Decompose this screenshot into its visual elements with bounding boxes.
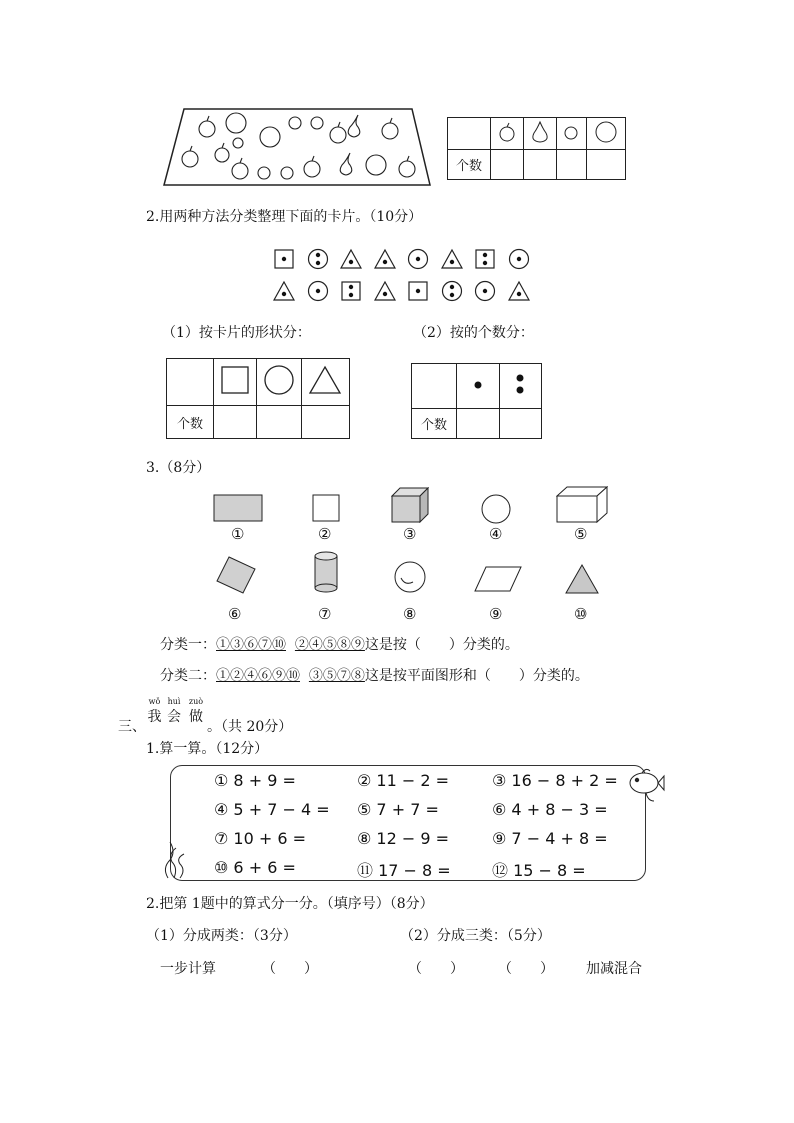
pear-icon xyxy=(530,120,550,144)
calc-8: ⑧ 12 − 9 = xyxy=(357,829,450,848)
triangle-card-1-dot xyxy=(273,280,295,302)
shape-5-cuboid xyxy=(556,486,608,524)
label-4: ④ xyxy=(489,525,503,543)
triangle-card-1-dot xyxy=(374,248,396,270)
shape-9-parallelogram xyxy=(474,566,522,592)
calc-4: ④ 5 + 7 − 4 = xyxy=(214,800,330,819)
classification-1: 分类一：①③⑥⑦⑩ ②④⑤⑧⑨这是按（ ）分类的。 xyxy=(160,637,519,653)
label-9: ⑨ xyxy=(489,605,503,623)
triangle-card-1-dot xyxy=(508,280,530,302)
triangle-card-1-dot xyxy=(340,248,362,270)
shape-8-sphere xyxy=(393,560,427,594)
s3-q1-title: 1.算一算。（12分） xyxy=(146,741,269,757)
shape-7-cylinder xyxy=(313,550,339,594)
fish-icon xyxy=(624,765,666,805)
class1-group-b: ②④⑤⑧⑨ xyxy=(294,637,365,653)
one-dot-icon xyxy=(457,364,500,409)
apple-icon xyxy=(199,116,215,137)
circle-card-1-dot xyxy=(307,280,329,302)
mixed-label: 加减混合 xyxy=(586,961,642,977)
calc-5: ⑤ 7 + 7 = xyxy=(357,800,439,819)
classification-2: 分类二：①②④⑥⑨⑩ ③⑤⑦⑧这是按平面图形和（ ）分类的。 xyxy=(160,668,589,684)
circle-card-1-dot xyxy=(407,248,429,270)
square-card-2-dot xyxy=(474,248,496,270)
count-label: 个数 xyxy=(448,150,491,180)
apple-icon xyxy=(497,121,517,143)
label-1: ① xyxy=(231,525,245,543)
peach-icon xyxy=(366,155,386,175)
blank-1[interactable]: （ ） xyxy=(262,961,318,977)
shape-4-circle xyxy=(481,494,511,524)
s3-q2-title: 2.把第 1题中的算式分一分。（填序号）（8分） xyxy=(146,896,434,912)
class2-group-a: ①②④⑥⑨⑩ xyxy=(216,668,300,684)
q2-part1-label: （1）按卡片的形状分： xyxy=(162,325,311,341)
circle-card-2-dot xyxy=(441,280,463,302)
shape-2-square xyxy=(312,494,340,522)
shape-table xyxy=(166,358,350,439)
peach-icon xyxy=(226,113,246,133)
fruit-col-peach-small xyxy=(556,118,586,150)
calc-12: ⑫ 15 − 8 = xyxy=(492,861,586,880)
peach-icon xyxy=(260,127,280,147)
shape-6-diamond-square xyxy=(215,555,257,595)
section3-heading: 三、 wǒ 我 huì 会 zuò 做 。（共 20分） xyxy=(118,697,293,735)
label-8: ⑧ xyxy=(403,605,417,623)
one-step-label: 一步计算 xyxy=(160,961,216,977)
shape-3-cube xyxy=(391,487,429,523)
peach-small-icon xyxy=(289,117,301,129)
seaweed-icon xyxy=(160,840,188,880)
calc-11: ⑪ 17 − 8 = xyxy=(357,861,451,880)
label-6: ⑥ xyxy=(228,605,242,623)
q2-title: 2.用两种方法分类整理下面的卡片。（10分） xyxy=(146,209,423,225)
apple-icon xyxy=(215,143,229,162)
circle-card-1-dot xyxy=(508,248,530,270)
label-5: ⑤ xyxy=(574,525,588,543)
cards-row-2 xyxy=(273,280,533,302)
two-dots-icon xyxy=(499,364,542,409)
class2-group-b: ③⑤⑦⑧ xyxy=(308,668,365,684)
q2-part2-label: （2）按的个数分： xyxy=(413,325,534,341)
square-card-1-dot xyxy=(273,248,295,270)
triangle-card-1-dot xyxy=(441,248,463,270)
peach-small-icon xyxy=(258,167,270,179)
s3-q2-part2: （2）分成三类：（5分） xyxy=(400,928,551,944)
calc-7: ⑦ 10 + 6 = xyxy=(214,829,307,848)
calc-1: ① 8 + 9 = xyxy=(214,771,296,790)
fruit-col-pear xyxy=(523,118,556,150)
fruit-table xyxy=(447,117,626,180)
peach-icon xyxy=(594,120,618,144)
calc-2: ② 11 − 2 = xyxy=(357,771,450,790)
circle-card-1-dot xyxy=(474,280,496,302)
fruit-col-peach xyxy=(586,118,625,150)
apple-icon xyxy=(382,118,398,139)
fruit-col-apple xyxy=(491,118,524,150)
apple-icon xyxy=(182,146,198,167)
triangle-icon xyxy=(301,359,349,406)
peach-small-icon xyxy=(311,117,323,129)
calc-10: ⑩ 6 + 6 = xyxy=(214,858,296,877)
cards-row-1 xyxy=(273,248,533,270)
peach-small-icon xyxy=(281,167,293,179)
shape-1-rectangle xyxy=(213,494,263,522)
label-7: ⑦ xyxy=(318,605,332,623)
square-card-1-dot xyxy=(407,280,429,302)
blank-2[interactable]: （ ） xyxy=(408,961,464,977)
peach-small-icon xyxy=(562,123,580,141)
label-10: ⑩ xyxy=(574,605,588,623)
calc-9: ⑨ 7 − 4 + 8 = xyxy=(492,829,608,848)
class1-group-a: ①③⑥⑦⑩ xyxy=(216,637,286,653)
pear-icon xyxy=(340,153,352,175)
triangle-card-1-dot xyxy=(374,280,396,302)
apple-icon xyxy=(399,156,415,177)
calc-3: ③ 16 − 8 + 2 = xyxy=(492,771,618,790)
square-card-2-dot xyxy=(340,280,362,302)
fruit-picture xyxy=(162,107,432,189)
label-2: ② xyxy=(318,525,332,543)
calc-6: ⑥ 4 + 8 − 3 = xyxy=(492,800,608,819)
count-label: 个数 xyxy=(167,406,214,439)
q3-title: 3.（8分） xyxy=(146,460,211,476)
apple-icon xyxy=(304,156,320,177)
shape-10-triangle xyxy=(564,563,600,595)
peach-small-icon xyxy=(233,138,243,148)
count-label: 个数 xyxy=(412,409,457,439)
s3-q2-part1: （1）分成两类：（3分） xyxy=(146,928,297,944)
square-icon xyxy=(214,359,257,406)
pear-icon xyxy=(348,115,360,137)
circle-icon xyxy=(256,359,301,406)
label-3: ③ xyxy=(403,525,417,543)
circle-card-2-dot xyxy=(307,248,329,270)
apple-icon xyxy=(232,158,248,179)
blank-3[interactable]: （ ） xyxy=(498,961,554,977)
apple-icon xyxy=(330,122,346,143)
dots-table xyxy=(411,363,542,439)
